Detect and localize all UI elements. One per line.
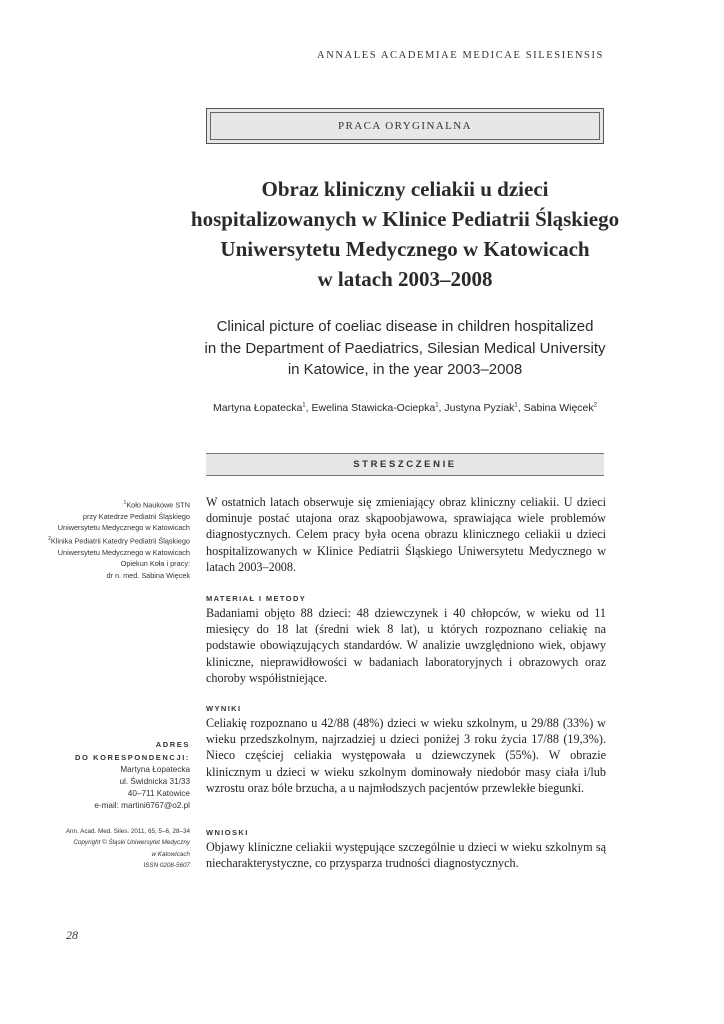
citation-issn: ISSN 0208-5607 xyxy=(143,862,190,870)
author-name: Ewelina Stawicka-Ociepka xyxy=(311,402,436,414)
methods-text: Badaniami objęto 88 dzieci: 48 dziewczynek i 40 chłopców, w wieku od 11 miesięcy do 18 lat (średni wiek 8 lat), u których rozpoznano celiakię na podstawie obowiązujących standardów. W analizie uwzględniono wiek, objawy kliniczne, nieprawidłowości w badaniach laboratoryjnych i obrazowych oraz choroby współistniejące. xyxy=(206,606,606,685)
affiliation-text: dr n. med. Sabina Więcek xyxy=(106,570,190,580)
methods-section xyxy=(206,594,606,686)
abstract-intro xyxy=(206,494,606,575)
results-heading: WYNIKI xyxy=(206,704,242,713)
author-affiliation-mark: 1 xyxy=(514,402,518,409)
affiliation-text: Koło Naukowe STN xyxy=(126,500,190,510)
author-affiliation-mark: 1 xyxy=(302,402,306,409)
page-number: 28 xyxy=(66,928,78,942)
author-separator: , xyxy=(517,402,524,414)
affiliation-line xyxy=(40,522,190,534)
title-english-line: Clinical picture of coeliac disease in children hospitalized xyxy=(216,318,594,335)
affiliation-text: Uniwersytetu Medycznego w Katowicach xyxy=(57,547,190,557)
affiliation-text: Opiekun Koła i pracy: xyxy=(120,559,190,569)
correspondence-street: ul. Świdnicka 31/33 xyxy=(119,777,190,786)
citation-reference: Ann. Acad. Med. Siles. 2011, 65, 5–6, 28–34 xyxy=(65,828,190,835)
affiliation-line xyxy=(40,547,190,559)
title-english xyxy=(190,316,620,381)
abstract-intro-text: W ostatnich latach obserwuje się zmieniający obraz kliniczny celiakii. U dzieci dominuje postać utajona oraz skąpoobjawowa, sprawiająca wiele problemów diagnostycznych. Celem pracy była ocena obrazu klinicznego celiakii u dzieci hospitalizowanych w Klinice Pediatrii Śląskiego Uniwersytetu Medycznego w latach 2003–2008. xyxy=(206,495,606,574)
affiliations xyxy=(40,498,190,581)
affiliation-mark: 1 xyxy=(123,500,127,506)
author-separator: , xyxy=(305,402,312,414)
conclusions-text: Objawy kliniczne celiakii występujące szczególnie u dzieci w wieku szkolnym są niecharakterystyczne, co przysparza trudności diagnostycznych. xyxy=(206,840,606,871)
affiliation-text: Klinika Pediatrii Katedry Pediatrii Śląskiego xyxy=(50,536,190,546)
affiliation-line xyxy=(40,558,190,570)
correspondence-heading-line: ADRES xyxy=(155,740,190,749)
correspondence-heading-line: DO KORESPONDENCJI: xyxy=(74,753,190,762)
title-polish-line: Obraz kliniczny celiakii u dzieci xyxy=(261,177,549,201)
methods-heading: MATERIAŁ I METODY xyxy=(206,594,307,603)
author-name: Martyna Łopatecka xyxy=(212,402,303,414)
abstract-heading: STRESZCZENIE xyxy=(206,453,604,476)
affiliation-line xyxy=(40,570,190,582)
affiliation-line xyxy=(40,511,190,523)
title-polish-line: w latach 2003–2008 xyxy=(317,267,493,291)
correspondence-heading xyxy=(40,738,190,764)
title-polish-line: hospitalizowanych w Klinice Pediatrii Śląskiego xyxy=(190,207,620,231)
author-affiliation-mark: 2 xyxy=(593,402,597,409)
affiliation-text: Uniwersytetu Medycznego w Katowicach xyxy=(57,523,190,533)
affiliation-line xyxy=(40,534,190,547)
correspondence-address xyxy=(40,764,190,812)
author-affiliation-mark: 1 xyxy=(435,402,439,409)
results-section xyxy=(206,704,606,796)
journal-header: ANNALES ACADEMIAE MEDICAE SILESIENSIS xyxy=(317,50,604,61)
affiliation-text: przy Katedrze Pediatrii Śląskiego xyxy=(82,511,190,521)
affiliation-line xyxy=(40,498,190,511)
citation-info xyxy=(40,826,190,872)
title-english-line: in the Department of Paediatrics, Silesian Medical University xyxy=(204,339,606,357)
affiliation-mark: 2 xyxy=(48,535,51,542)
author-name: Justyna Pyziak xyxy=(444,402,515,414)
author-name: Sabina Więcek xyxy=(523,402,594,414)
correspondence-name: Martyna Łopatecka xyxy=(120,765,190,774)
title-english-line: in Katowice, in the year 2003–2008 xyxy=(287,361,523,378)
article-type-box xyxy=(206,108,604,144)
author-separator: , xyxy=(438,402,445,414)
title-polish xyxy=(180,174,630,294)
author-list xyxy=(180,402,630,414)
title-polish-line: Uniwersytetu Medycznego w Katowicach xyxy=(220,237,590,261)
results-text: Celiakię rozpoznano u 42/88 (48%) dzieci w wieku szkolnym, u 29/88 (33%) w wieku przedszkolnym, najrzadziej u dzieci poniżej 3 roku życia 17/88 (19,3%). Nieco częściej celiakia występowała u dziewczynek (55%). W obrazie klinicznym u dzieci w wieku szkolnym dominowały niedobór masy ciała i/lub wzrostu oraz bóle brzucha, a u najmłodszych pacjentów przewlekłe biegunki. xyxy=(206,716,606,795)
citation-copyright: Copyright © Śląski Uniwersytet Medyczny xyxy=(73,839,190,847)
correspondence-email[interactable]: e-mail: martini6767@o2.pl xyxy=(94,801,190,810)
conclusions-section xyxy=(206,828,606,871)
article-type-label: PRACA ORYGINALNA xyxy=(210,112,600,140)
conclusions-heading: WNIOSKI xyxy=(206,828,249,837)
citation-copyright-location: w Katowicach xyxy=(151,850,190,858)
correspondence-city: 40–711 Katowice xyxy=(127,789,190,798)
